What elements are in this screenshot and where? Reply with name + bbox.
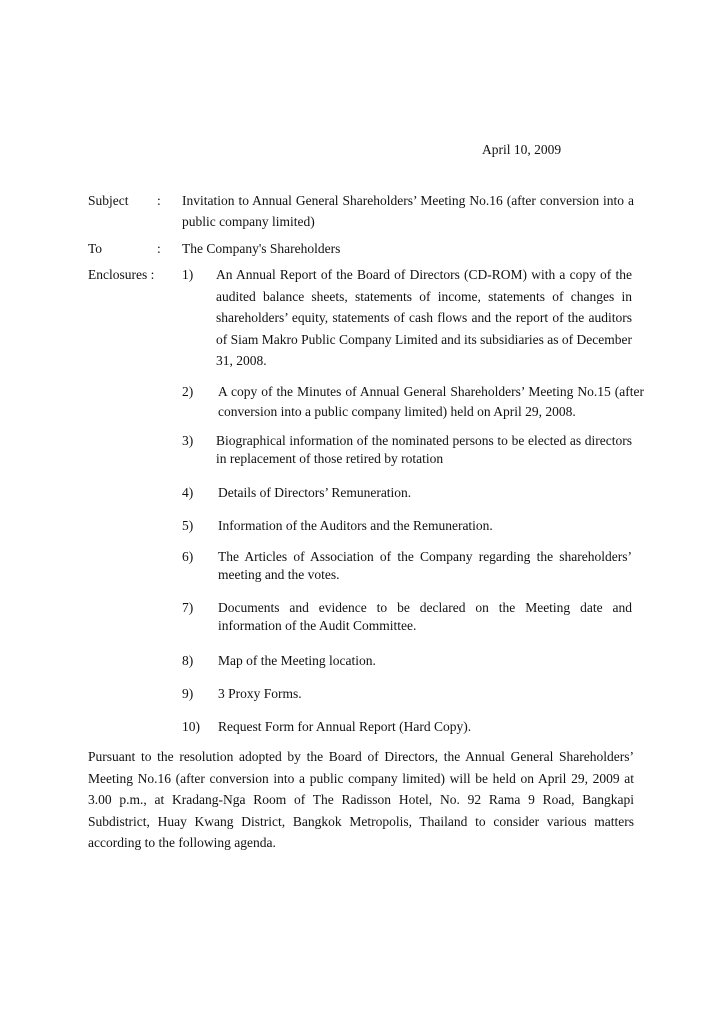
subject-text: Invitation to Annual General Shareholders’ Meeting No.16 (after conversion into a public company limited) <box>182 193 634 229</box>
enclosure-number: 10) <box>182 719 200 734</box>
to-colon: : <box>157 241 161 256</box>
body-paragraph: Pursuant to the resolution adopted by the Board of Directors, the Annual General Shareholders’ Meeting No.16 (after conversion into a public company limited) will be held on April 29, 2009 at 3.00 p.m., at Kradang-Nga Room of The Radisson Hotel, No. 92 Rama 9 Road, Bangkapi Subdistrict, Huay Kwang District, Bangkok Metropolis, Thailand to consider various matters according to the following agenda. <box>88 749 634 851</box>
enclosure-text: Information of the Auditors and the Remuneration. <box>218 518 493 533</box>
enclosure-text: Request Form for Annual Report (Hard Copy). <box>218 719 472 734</box>
enclosures-label: Enclosures : <box>88 267 155 282</box>
enclosure-number: 9) <box>182 686 194 701</box>
enclosure-number: 4) <box>182 485 194 500</box>
enclosure-text: Biographical information of the nominated persons to be elected as directors in replacement of those retired by rotation <box>216 433 632 466</box>
enclosure-number: 5) <box>182 518 194 533</box>
subject-label: Subject <box>88 193 129 208</box>
enclosure-text: The Articles of Association of the Company regarding the shareholders’ meeting and the votes. <box>218 549 632 582</box>
enclosure-number: 1) <box>182 267 194 282</box>
to-text: The Company's Shareholders <box>182 241 341 256</box>
enclosure-number: 2) <box>182 384 194 399</box>
enclosure-text: An Annual Report of the Board of Directors (CD-ROM) with a copy of the audited balance sheets, statements of income, statements of changes in shareholders’ equity, statements of cash flows and the report of the auditors of Siam Makro Public Company Limited and its subsidiaries as of December 31, 2008. <box>216 267 632 368</box>
enclosure-text: Map of the Meeting location. <box>218 653 376 668</box>
subject-colon: : <box>157 193 161 208</box>
enclosure-text: Details of Directors’ Remuneration. <box>218 485 412 500</box>
enclosure-number: 8) <box>182 653 194 668</box>
to-label: To <box>88 241 103 256</box>
enclosure-number: 3) <box>182 433 194 448</box>
enclosure-text: Documents and evidence to be declared on the Meeting date and information of the Audit Committee. <box>218 600 632 633</box>
enclosure-text: A copy of the Minutes of Annual General Shareholders’ Meeting No.15 (after conversion into a public company limited) held on April 29, 2008. <box>218 384 644 419</box>
enclosure-number: 6) <box>182 549 194 564</box>
enclosure-text: 3 Proxy Forms. <box>218 686 302 701</box>
letter-date: April 10, 2009 <box>482 142 562 157</box>
enclosure-number: 7) <box>182 600 194 615</box>
